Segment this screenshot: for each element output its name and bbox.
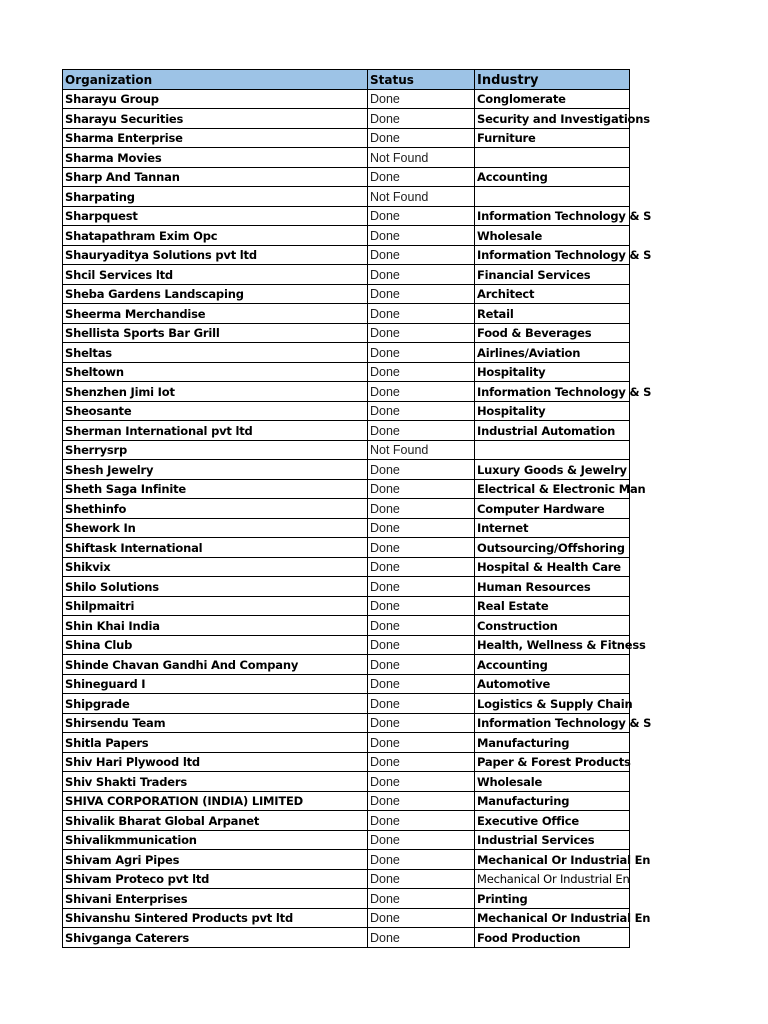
cell-organization[interactable]: Shivani Enterprises bbox=[63, 889, 368, 909]
table-row bbox=[63, 206, 630, 226]
table-row bbox=[63, 616, 630, 636]
cell-organization[interactable]: Sheerma Merchandise bbox=[63, 304, 368, 324]
cell-industry[interactable]: Airlines/Aviation bbox=[475, 343, 630, 363]
cell-organization[interactable]: Sharayu Group bbox=[63, 89, 368, 109]
cell-industry[interactable]: Automotive bbox=[475, 674, 630, 694]
table-row bbox=[63, 889, 630, 909]
table-row bbox=[63, 518, 630, 538]
cell-organization[interactable]: Sharp And Tannan bbox=[63, 167, 368, 187]
table-row bbox=[63, 284, 630, 304]
cell-industry[interactable]: Internet bbox=[475, 518, 630, 538]
cell-organization[interactable]: Shipgrade bbox=[63, 694, 368, 714]
cell-status[interactable]: Done bbox=[368, 772, 475, 792]
cell-industry[interactable]: Computer Hardware bbox=[475, 499, 630, 519]
cell-organization[interactable]: Shikvix bbox=[63, 557, 368, 577]
cell-status[interactable]: Done bbox=[368, 265, 475, 285]
cell-status[interactable]: Done bbox=[368, 206, 475, 226]
table-row bbox=[63, 109, 630, 129]
cell-industry[interactable]: Retail bbox=[475, 304, 630, 324]
cell-organization[interactable]: Shivalikmmunication bbox=[63, 830, 368, 850]
table-row bbox=[63, 869, 630, 889]
table-row bbox=[63, 323, 630, 343]
cell-organization[interactable]: Shatapathram Exim Opc bbox=[63, 226, 368, 246]
cell-industry[interactable]: Wholesale bbox=[475, 226, 630, 246]
cell-organization[interactable]: Shivam Agri Pipes bbox=[63, 850, 368, 870]
table-row bbox=[63, 713, 630, 733]
table-row bbox=[63, 245, 630, 265]
table-row bbox=[63, 733, 630, 753]
cell-industry[interactable]: Food Production bbox=[475, 928, 630, 948]
cell-industry[interactable]: Outsourcing/Offshoring bbox=[475, 538, 630, 558]
cell-organization[interactable]: Shenzhen Jimi Iot bbox=[63, 382, 368, 402]
cell-organization[interactable]: Sheltas bbox=[63, 343, 368, 363]
table-row bbox=[63, 382, 630, 402]
table-body bbox=[63, 89, 652, 947]
cell-industry[interactable]: Security and Investigations bbox=[475, 109, 630, 129]
cell-organization[interactable]: Sharpquest bbox=[63, 206, 368, 226]
table-row bbox=[63, 362, 630, 382]
table-row bbox=[63, 89, 630, 109]
cell-organization[interactable]: Shework In bbox=[63, 518, 368, 538]
cell-organization[interactable]: Sheosante bbox=[63, 401, 368, 421]
cell-organization[interactable]: Sheba Gardens Landscaping bbox=[63, 284, 368, 304]
cell-industry[interactable]: Mechanical Or Industrial En bbox=[475, 869, 630, 889]
cell-industry[interactable]: Information Technology & S bbox=[475, 206, 630, 226]
table-row bbox=[63, 752, 630, 772]
cell-organization[interactable]: Shirsendu Team bbox=[63, 713, 368, 733]
cell-industry[interactable]: Industrial Services bbox=[475, 830, 630, 850]
cell-status[interactable]: Done bbox=[368, 499, 475, 519]
cell-industry[interactable]: Conglomerate bbox=[475, 89, 630, 109]
cell-status[interactable]: Done bbox=[368, 304, 475, 324]
table-row bbox=[63, 265, 630, 285]
cell-organization[interactable]: Shitla Papers bbox=[63, 733, 368, 753]
cell-organization[interactable]: Shiv Shakti Traders bbox=[63, 772, 368, 792]
cell-status[interactable]: Done bbox=[368, 401, 475, 421]
cell-industry[interactable]: Printing bbox=[475, 889, 630, 909]
cell-industry[interactable]: Information Technology & S bbox=[475, 382, 630, 402]
cell-organization[interactable]: Sherman International pvt ltd bbox=[63, 421, 368, 441]
table-row bbox=[63, 499, 630, 519]
cell-organization[interactable]: Shethinfo bbox=[63, 499, 368, 519]
cell-status[interactable]: Done bbox=[368, 460, 475, 480]
cell-industry[interactable] bbox=[475, 148, 630, 168]
cell-industry[interactable] bbox=[475, 440, 630, 460]
table-row bbox=[63, 928, 630, 948]
table-row bbox=[63, 772, 630, 792]
cell-status[interactable]: Done bbox=[368, 908, 475, 928]
cell-industry[interactable]: Electrical & Electronic Man bbox=[475, 479, 630, 499]
table-row bbox=[63, 557, 630, 577]
table-row bbox=[63, 908, 630, 928]
cell-organization[interactable]: Shilpmaitri bbox=[63, 596, 368, 616]
table-row bbox=[63, 167, 630, 187]
cell-organization[interactable]: Shineguard I bbox=[63, 674, 368, 694]
cell-status[interactable]: Done bbox=[368, 674, 475, 694]
cell-organization[interactable]: Shiv Hari Plywood ltd bbox=[63, 752, 368, 772]
table-row bbox=[63, 343, 630, 363]
table-row bbox=[63, 635, 630, 655]
cell-status[interactable]: Done bbox=[368, 869, 475, 889]
table-row bbox=[63, 694, 630, 714]
cell-organization[interactable]: Shivganga Caterers bbox=[63, 928, 368, 948]
cell-status[interactable]: Done bbox=[368, 889, 475, 909]
cell-industry[interactable]: Information Technology & S bbox=[475, 713, 630, 733]
cell-industry[interactable]: Financial Services bbox=[475, 265, 630, 285]
cell-industry[interactable]: Human Resources bbox=[475, 577, 630, 597]
header-status[interactable]: Status bbox=[368, 70, 475, 90]
cell-status[interactable]: Done bbox=[368, 713, 475, 733]
table-row bbox=[63, 479, 630, 499]
cell-organization[interactable]: Shilo Solutions bbox=[63, 577, 368, 597]
cell-industry[interactable]: Executive Office bbox=[475, 811, 630, 831]
cell-status[interactable]: Done bbox=[368, 655, 475, 675]
table-row bbox=[63, 304, 630, 324]
cell-industry[interactable]: Luxury Goods & Jewelry bbox=[475, 460, 630, 480]
cell-status[interactable]: Done bbox=[368, 128, 475, 148]
header-industry[interactable]: Industry bbox=[475, 70, 630, 90]
table-row bbox=[63, 830, 630, 850]
header-organization[interactable]: Organization bbox=[63, 70, 368, 90]
cell-status[interactable]: Done bbox=[368, 382, 475, 402]
cell-industry[interactable]: Manufacturing bbox=[475, 791, 630, 811]
table-row bbox=[63, 440, 630, 460]
table-row bbox=[63, 128, 630, 148]
cell-organization[interactable]: Shivanshu Sintered Products pvt ltd bbox=[63, 908, 368, 928]
cell-status[interactable]: Done bbox=[368, 167, 475, 187]
cell-organization[interactable]: Sheth Saga Infinite bbox=[63, 479, 368, 499]
organization-table bbox=[62, 69, 652, 948]
cell-industry[interactable]: Furniture bbox=[475, 128, 630, 148]
table-row bbox=[63, 421, 630, 441]
table-row bbox=[63, 850, 630, 870]
cell-industry[interactable]: Wholesale bbox=[475, 772, 630, 792]
cell-status[interactable]: Done bbox=[368, 538, 475, 558]
cell-industry[interactable]: Industrial Automation bbox=[475, 421, 630, 441]
cell-industry[interactable]: Logistics & Supply Chain bbox=[475, 694, 630, 714]
cell-status[interactable]: Done bbox=[368, 343, 475, 363]
cell-status[interactable]: Done bbox=[368, 284, 475, 304]
cell-status[interactable]: Not Found bbox=[368, 187, 475, 207]
cell-status[interactable]: Done bbox=[368, 421, 475, 441]
cell-status[interactable]: Done bbox=[368, 479, 475, 499]
cell-status[interactable]: Done bbox=[368, 596, 475, 616]
cell-industry[interactable]: Hospital & Health Care bbox=[475, 557, 630, 577]
cell-status[interactable]: Done bbox=[368, 616, 475, 636]
cell-industry[interactable]: Accounting bbox=[475, 167, 630, 187]
cell-industry[interactable] bbox=[475, 187, 630, 207]
cell-status[interactable]: Done bbox=[368, 577, 475, 597]
header-row bbox=[63, 70, 630, 90]
cell-status[interactable]: Done bbox=[368, 850, 475, 870]
cell-industry[interactable]: Real Estate bbox=[475, 596, 630, 616]
cell-status[interactable]: Done bbox=[368, 635, 475, 655]
cell-organization[interactable]: Sharpating bbox=[63, 187, 368, 207]
table-row bbox=[63, 538, 630, 558]
cell-industry[interactable]: Mechanical Or Industrial En bbox=[475, 908, 630, 928]
table-row bbox=[63, 460, 630, 480]
cell-status[interactable]: Done bbox=[368, 694, 475, 714]
cell-status[interactable]: Done bbox=[368, 791, 475, 811]
cell-organization[interactable]: Shauryaditya Solutions pvt ltd bbox=[63, 245, 368, 265]
cell-status[interactable]: Not Found bbox=[368, 148, 475, 168]
table-row bbox=[63, 401, 630, 421]
table-row bbox=[63, 148, 630, 168]
table-row bbox=[63, 187, 630, 207]
cell-organization[interactable]: Shivalik Bharat Global Arpanet bbox=[63, 811, 368, 831]
cell-organization[interactable]: SHIVA CORPORATION (INDIA) LIMITED bbox=[63, 791, 368, 811]
cell-organization[interactable]: Sharma Movies bbox=[63, 148, 368, 168]
cell-status[interactable]: Done bbox=[368, 830, 475, 850]
cell-industry[interactable]: Food & Beverages bbox=[475, 323, 630, 343]
cell-industry[interactable]: Hospitality bbox=[475, 401, 630, 421]
table-row bbox=[63, 674, 630, 694]
cell-status[interactable]: Done bbox=[368, 928, 475, 948]
cell-industry[interactable]: Paper & Forest Products bbox=[475, 752, 630, 772]
cell-organization[interactable]: Shiftask International bbox=[63, 538, 368, 558]
cell-organization[interactable]: Sharma Enterprise bbox=[63, 128, 368, 148]
cell-status[interactable]: Done bbox=[368, 109, 475, 129]
cell-status[interactable]: Done bbox=[368, 89, 475, 109]
cell-status[interactable]: Done bbox=[368, 362, 475, 382]
spreadsheet bbox=[62, 69, 652, 948]
cell-industry[interactable]: Architect bbox=[475, 284, 630, 304]
cell-industry[interactable]: Information Technology & S bbox=[475, 245, 630, 265]
table-row bbox=[63, 811, 630, 831]
cell-organization[interactable]: Shellista Sports Bar Grill bbox=[63, 323, 368, 343]
cell-status[interactable]: Done bbox=[368, 518, 475, 538]
table-row bbox=[63, 226, 630, 246]
cell-industry[interactable]: Accounting bbox=[475, 655, 630, 675]
cell-organization[interactable]: Shina Club bbox=[63, 635, 368, 655]
table-row bbox=[63, 791, 630, 811]
cell-industry[interactable]: Construction bbox=[475, 616, 630, 636]
table-row bbox=[63, 655, 630, 675]
cell-industry[interactable]: Mechanical Or Industrial En bbox=[475, 850, 630, 870]
cell-status[interactable]: Done bbox=[368, 733, 475, 753]
cell-organization[interactable]: Sharayu Securities bbox=[63, 109, 368, 129]
cell-industry[interactable]: Hospitality bbox=[475, 362, 630, 382]
cell-organization[interactable]: Shcil Services ltd bbox=[63, 265, 368, 285]
cell-organization[interactable]: Shivam Proteco pvt ltd bbox=[63, 869, 368, 889]
cell-organization[interactable]: Sheltown bbox=[63, 362, 368, 382]
cell-organization[interactable]: Shin Khai India bbox=[63, 616, 368, 636]
cell-status[interactable]: Done bbox=[368, 323, 475, 343]
table-row bbox=[63, 577, 630, 597]
cell-organization[interactable]: Shesh Jewelry bbox=[63, 460, 368, 480]
table-row bbox=[63, 596, 630, 616]
cell-industry[interactable]: Manufacturing bbox=[475, 733, 630, 753]
cell-status[interactable]: Done bbox=[368, 811, 475, 831]
cell-organization[interactable]: Sherrysrp bbox=[63, 440, 368, 460]
cell-status[interactable]: Done bbox=[368, 245, 475, 265]
cell-status[interactable]: Done bbox=[368, 226, 475, 246]
cell-industry[interactable]: Health, Wellness & Fitness bbox=[475, 635, 630, 655]
cell-status[interactable]: Done bbox=[368, 752, 475, 772]
cell-organization[interactable]: Shinde Chavan Gandhi And Company bbox=[63, 655, 368, 675]
cell-status[interactable]: Not Found bbox=[368, 440, 475, 460]
cell-status[interactable]: Done bbox=[368, 557, 475, 577]
